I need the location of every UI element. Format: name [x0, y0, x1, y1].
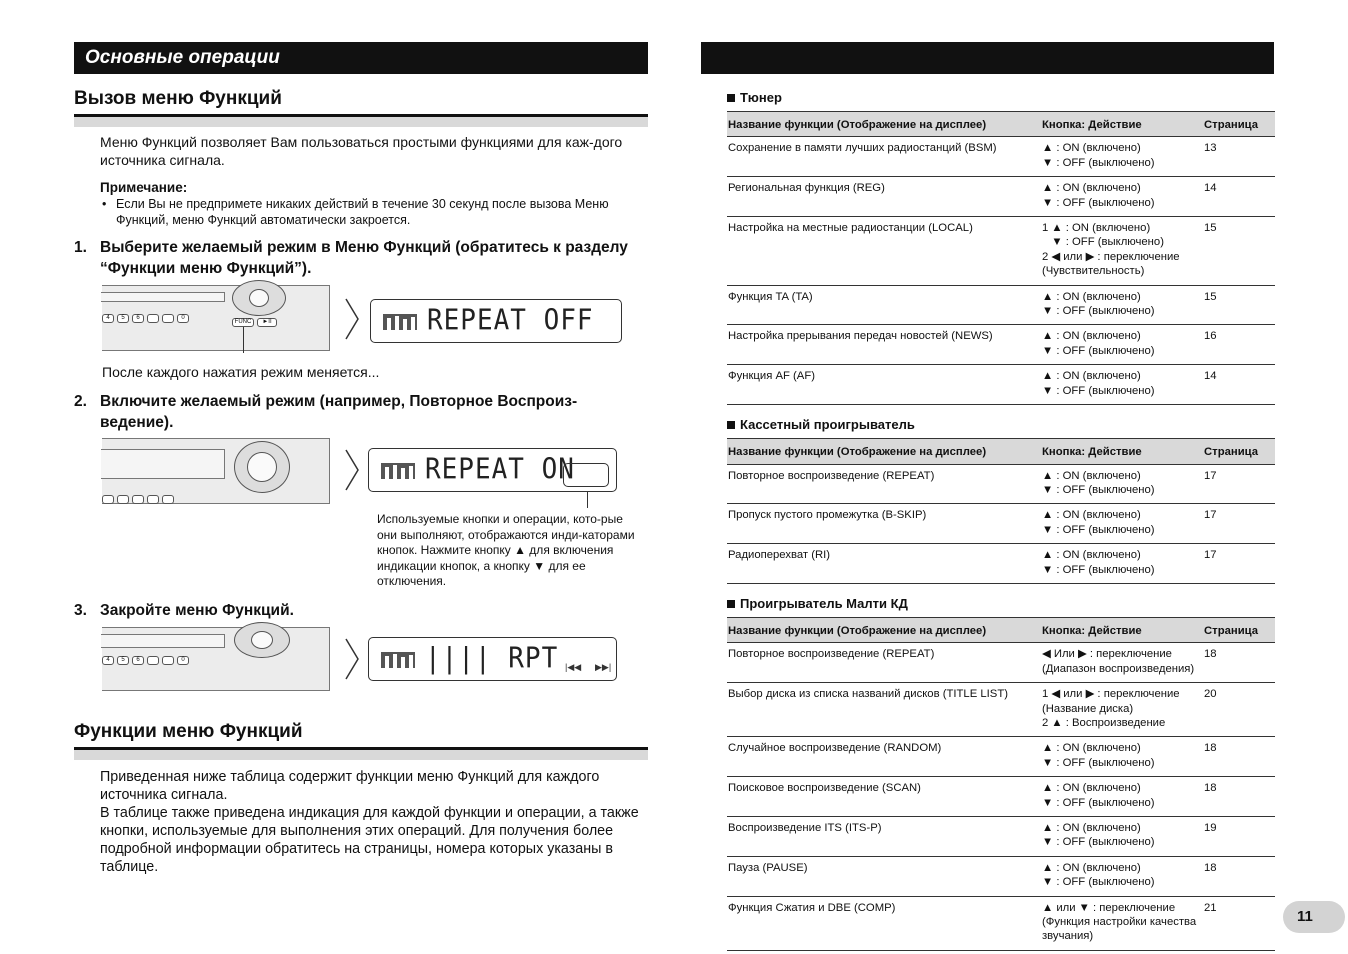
display-text: REPEAT OFF: [427, 304, 594, 337]
action-line: ▼ : OFF (выключено): [1042, 156, 1155, 169]
table-row: [727, 817, 1275, 857]
button-action-cell: [1041, 737, 1203, 777]
action-line: ▼ : OFF (выключено): [1042, 796, 1155, 809]
square-bullet-icon: [727, 600, 735, 608]
arrow-right-icon: [344, 448, 360, 492]
action-line: ▲ : ON (включено): [1042, 142, 1141, 155]
button-action-cell: [1041, 137, 1203, 177]
action-line: ▲ : ON (включено): [1042, 370, 1141, 383]
preset-buttons: [102, 495, 174, 504]
table-section-title: [727, 417, 1274, 432]
action-line: ▲ : ON (включено): [1042, 742, 1141, 755]
button-action-cell: [1041, 643, 1203, 683]
bullet-icon: •: [102, 197, 107, 211]
action-line: 1 ◀ или ▶ : переключение (Название диска): [1042, 688, 1183, 715]
table-row: [727, 777, 1275, 817]
equalizer-icon: [377, 646, 419, 672]
cassette-slot: [101, 292, 225, 302]
page-number-badge: 11: [1283, 901, 1345, 933]
intro-paragraph: Меню Функций позволяет Вам пользоваться простыми функциями для каж-дого источника сигнала.: [100, 134, 623, 168]
page-cell: 20: [1203, 683, 1275, 737]
action-line: ▲ : ON (включено): [1042, 822, 1141, 834]
table-row: [727, 464, 1275, 504]
page-cell: 18: [1203, 737, 1275, 777]
button-action-cell: [1041, 325, 1203, 365]
square-bullet-icon: [727, 421, 735, 429]
table-row: [727, 683, 1275, 737]
action-line: ▲ : ON (включено): [1042, 469, 1141, 482]
button-action-cell: [1041, 285, 1203, 325]
next-track-icon: ▶▶|: [595, 661, 612, 672]
page-cell: 16: [1203, 325, 1275, 365]
table-row: [727, 544, 1275, 584]
page-cell: 18: [1203, 777, 1275, 817]
function-table: [727, 111, 1275, 405]
section-title-function-menu-functions: Функции меню Функций: [74, 720, 303, 742]
action-line: 2 ◀ или ▶ : переключение (Чувствительность): [1042, 250, 1183, 278]
table-row: [727, 177, 1275, 217]
figure-step-1: [74, 285, 648, 353]
column-header-button: Кнопка: Действие: [1041, 617, 1203, 642]
head-unit-illustration: [102, 627, 330, 691]
column-header-button: Кнопка: Действие: [1041, 439, 1203, 464]
table-row: [727, 365, 1275, 405]
function-name-cell: Функция TA (TA): [727, 285, 1041, 325]
function-name-cell: Случайное воспроизведение (RANDOM): [727, 737, 1041, 777]
function-name-cell: Пауза (PAUSE): [727, 856, 1041, 896]
action-line: ▼ : OFF (выключено): [1042, 523, 1155, 536]
function-name-cell: Пропуск пустого промежутка (B-SKIP): [727, 504, 1041, 544]
section-paragraph-2: В таблице также приведена индикация для каждой функции и операции, а также кнопки, используемые для выполнения этих операций. Для получения более подробной информации обратитесь на страницы, номера которых указаны в таблице.: [100, 804, 639, 875]
step-number: 2.: [74, 393, 87, 410]
page-cell: 21: [1203, 896, 1275, 950]
action-line: ▼ : OFF (выключено): [1042, 876, 1155, 889]
arrow-right-icon: [344, 637, 360, 681]
section-paragraph-1: Приведенная ниже таблица содержит функции меню Функций для каждого источника сигнала.: [100, 768, 600, 803]
function-tables: [701, 90, 1274, 951]
function-name-cell: Повторное воспроизведение (REPEAT): [727, 464, 1041, 504]
table-row: [727, 643, 1275, 683]
equalizer-icon: [377, 457, 419, 483]
button-action-cell: [1041, 544, 1203, 584]
action-line: ▼ : OFF (выключено): [1042, 344, 1155, 357]
note-text: Если Вы не предпримете никаких действий в течение 30 секунд после вызова Меню Функций, меню Функций автоматически закроется.: [116, 197, 609, 227]
function-buttons: FUNC ►II: [232, 318, 277, 327]
table-row: [727, 325, 1275, 365]
button-action-cell: [1041, 217, 1203, 286]
table-section-title: [727, 90, 1274, 105]
function-name-cell: Радиоперехват (RI): [727, 544, 1041, 584]
page-cell: 17: [1203, 464, 1275, 504]
figure-step-2: [74, 438, 648, 504]
action-line: ▲ или ▼ : переключение (Функция настройки качества звучания): [1042, 901, 1200, 943]
step-number: 1.: [74, 239, 87, 256]
action-line: ▼ : OFF (выключено): [1042, 483, 1155, 496]
button-action-cell: [1041, 896, 1203, 950]
head-unit-illustration: [102, 285, 330, 351]
action-line: ▼ : OFF (выключено): [1042, 196, 1155, 209]
figure-caption: После каждого нажатия режим меняется...: [102, 364, 380, 380]
table-section-title-text: Проигрыватель Малти КД: [740, 595, 908, 611]
function-name-cell: Повторное воспроизведение (REPEAT): [727, 643, 1041, 683]
action-line: ▼ : OFF (выключено): [1042, 305, 1155, 318]
function-name-cell: Функция AF (AF): [727, 365, 1041, 405]
head-unit-illustration: [102, 438, 330, 504]
step-1: [74, 237, 648, 279]
button-action-cell: [1041, 817, 1203, 857]
button-action-cell: [1041, 464, 1203, 504]
function-name-cell: Настройка прерывания передач новостей (NEWS): [727, 325, 1041, 365]
figure-step-3: [74, 627, 648, 693]
square-bullet-icon: [727, 94, 735, 102]
function-name-cell: Поисковое воспроизведение (SCAN): [727, 777, 1041, 817]
section-banner: Основные операции: [74, 42, 648, 74]
step-number: 3.: [74, 601, 87, 619]
page-cell: 14: [1203, 177, 1275, 217]
cassette-slot: [101, 634, 225, 648]
column-header-page: Страница: [1203, 617, 1275, 642]
action-line: 1 ▲ : ON (включено): [1042, 222, 1151, 235]
function-name-cell: Сохранение в памяти лучших радиостанций (BSM): [727, 137, 1041, 177]
callout-line: [243, 327, 244, 353]
action-line: ▲ : ON (включено): [1042, 290, 1141, 303]
column-header-page: Страница: [1203, 112, 1275, 137]
action-line: ▲ : ON (включено): [1042, 861, 1141, 874]
step-3: [74, 600, 648, 621]
step-text: Выберите желаемый режим в Меню Функций (обратитесь к разделу “Функции меню Функций”).: [100, 239, 628, 277]
right-column: [701, 42, 1274, 951]
table-row: [727, 896, 1275, 950]
button-action-cell: [1041, 777, 1203, 817]
page-cell: 18: [1203, 643, 1275, 683]
column-header-button: Кнопка: Действие: [1041, 112, 1203, 137]
prev-track-icon: |◀◀: [565, 661, 582, 672]
callout-line: [587, 492, 588, 508]
action-line: ▲ : ON (включено): [1042, 330, 1141, 343]
left-column: [74, 42, 648, 876]
preset-buttons: 4 5 6 0: [102, 656, 189, 665]
table-row: [727, 737, 1275, 777]
button-action-cell: [1041, 856, 1203, 896]
section-title-function-menu-call: Вызов меню Функций: [74, 88, 282, 109]
page-cell: 17: [1203, 504, 1275, 544]
action-line: ▲ : ON (включено): [1042, 182, 1141, 195]
page-cell: 14: [1203, 365, 1275, 405]
note-title: Примечание:: [100, 180, 188, 195]
note-item: [100, 196, 648, 228]
figure-caption: Используемые кнопки и операции, кото-рые они выполняют, отображаются инди-каторами кнопок. Нажмите кнопку ▲ для включения индикации кнопок, а кнопку ▼ для ее отключения.: [377, 512, 635, 589]
function-name-cell: Выбор диска из списка названий дисков (TITLE LIST): [727, 683, 1041, 737]
action-line: ▼ : OFF (выключено): [1042, 836, 1155, 849]
action-line: ▼ : OFF (выключено): [1042, 384, 1155, 397]
action-line: ▲ : ON (включено): [1042, 509, 1141, 522]
table-section-title-text: Тюнер: [740, 90, 782, 105]
button-action-cell: [1041, 365, 1203, 405]
equalizer-icon: [379, 308, 421, 334]
table-row: [727, 856, 1275, 896]
button-indicator: [563, 463, 609, 487]
joystick-knob: [234, 441, 290, 493]
section-rule: [74, 114, 648, 127]
display-text: |||| RPT: [425, 641, 559, 675]
table-section-title-text: Кассетный проигрыватель: [740, 417, 915, 433]
page-cell: 19: [1203, 817, 1275, 857]
joystick-knob: [234, 622, 290, 658]
function-name-cell: Настройка на местные радиостанции (LOCAL): [727, 217, 1041, 286]
action-line: 2 ▲ : Воспроизведение: [1042, 716, 1166, 729]
section-rule: [74, 747, 648, 760]
table-row: [727, 504, 1275, 544]
table-row: [727, 285, 1275, 325]
table-row: [727, 137, 1275, 177]
column-header-name: Название функции (Отображение на дисплее): [727, 617, 1041, 642]
button-action-cell: [1041, 504, 1203, 544]
preset-buttons: 4 5 6 0: [102, 314, 189, 323]
function-table: [727, 438, 1275, 584]
step-text: Включите желаемый режим (например, Повторное Воспроиз-ведение).: [100, 393, 578, 431]
function-name-cell: Функция Сжатия и DBE (COMP): [727, 896, 1041, 950]
page-cell: 15: [1203, 217, 1275, 286]
step-text: Закройте меню Функций.: [100, 601, 294, 619]
page-cell: 17: [1203, 544, 1275, 584]
display-text: REPEAT ON: [425, 453, 575, 486]
display-lcd: [368, 448, 617, 492]
column-header-page: Страница: [1203, 439, 1275, 464]
page-cell: 13: [1203, 137, 1275, 177]
arrow-right-icon: [344, 297, 360, 341]
table-section-title: [727, 596, 1274, 611]
column-header-name: Название функции (Отображение на дисплее): [727, 112, 1041, 137]
cassette-slot: [101, 449, 225, 479]
action-line: ▲ : ON (включено): [1042, 782, 1141, 795]
function-name-cell: Региональная функция (REG): [727, 177, 1041, 217]
section-banner: [701, 42, 1274, 74]
page-cell: 18: [1203, 856, 1275, 896]
table-row: [727, 217, 1275, 286]
action-line: ▼ : OFF (выключено): [1042, 563, 1155, 576]
function-name-cell: Воспроизведение ITS (ITS-P): [727, 817, 1041, 857]
action-line: ◀ Или ▶ : переключение (Диапазон воспроизведения): [1042, 648, 1195, 675]
action-line: ▼ : OFF (выключено): [1042, 756, 1155, 769]
step-2: [74, 391, 648, 433]
action-line: ▲ : ON (включено): [1042, 549, 1141, 562]
display-lcd: [368, 637, 617, 681]
button-action-cell: [1041, 683, 1203, 737]
display-lcd: [370, 299, 622, 343]
function-table: [727, 617, 1275, 951]
column-header-name: Название функции (Отображение на дисплее): [727, 439, 1041, 464]
page-cell: 15: [1203, 285, 1275, 325]
action-line: ▼ : OFF (выключено): [1042, 236, 1164, 249]
joystick-knob: [232, 280, 286, 316]
button-action-cell: [1041, 177, 1203, 217]
